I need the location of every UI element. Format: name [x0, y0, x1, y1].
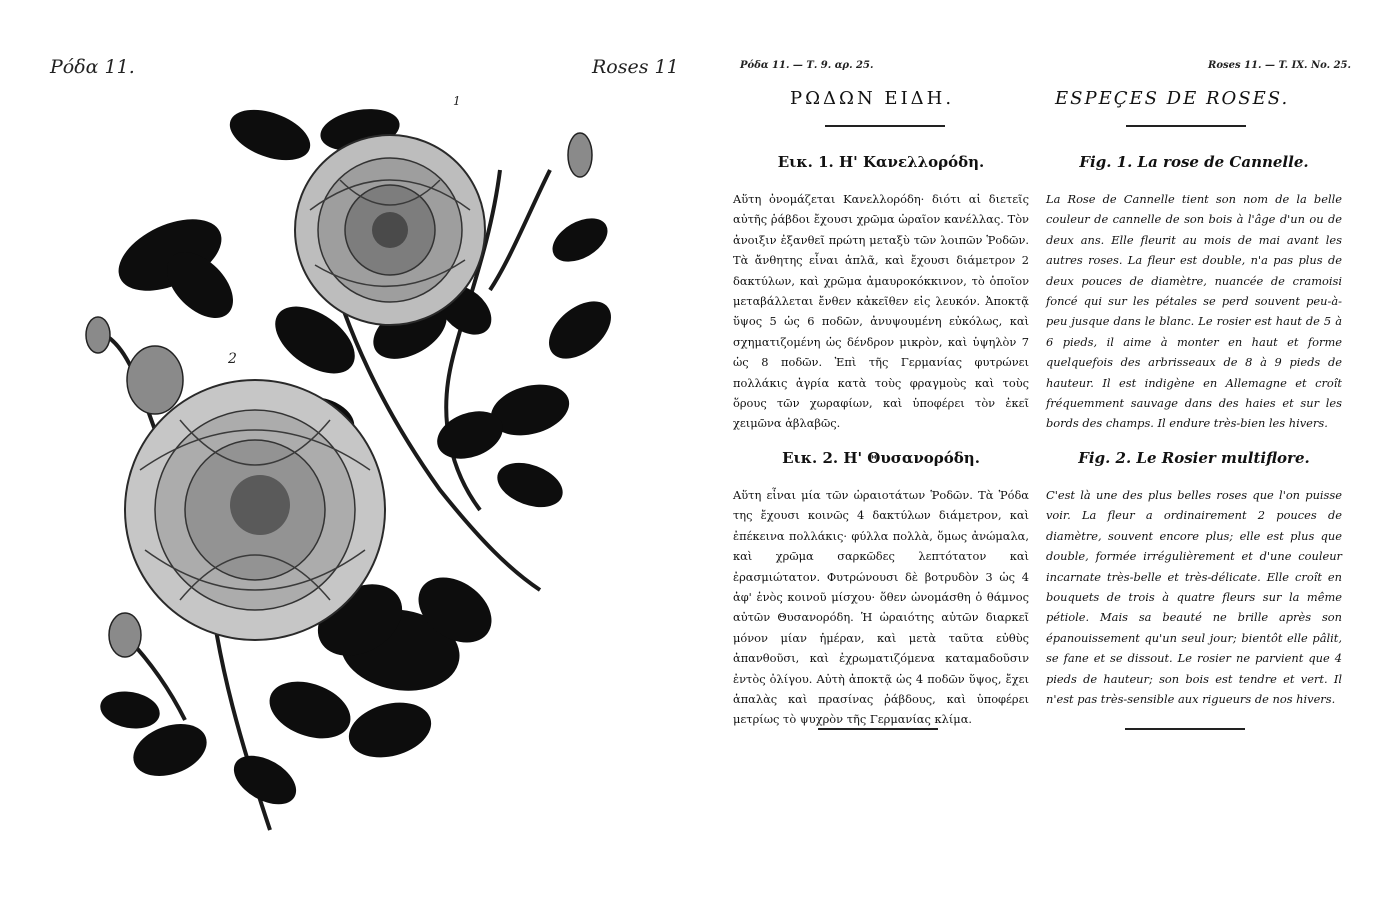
french-fig1-heading: Fig. 1. La rose de Cannelle.: [1079, 153, 1309, 171]
rose-flower-2: [125, 380, 385, 640]
text-page: [700, 0, 1391, 904]
french-fig2-heading: Fig. 2. Le Rosier multiflore.: [1078, 449, 1310, 467]
title-greek: ΡΩΔΩΝ ΕΙΔΗ.: [790, 88, 955, 109]
ornament-rule: [818, 728, 938, 730]
handwritten-page-label-french: Roses 11: [592, 56, 679, 78]
french-fig2-text: C'est là une des plus belles roses que l'on puisse voir. La fleur a ordinairement 2 pouces de diamètre, souvent encore plus; elle est plus que double, formée irrégulièrement et d'une couleur incarnate très-belle et très-délicate. Elle croît en bouquets de trois à quatre fleurs sur la même pétiole. Mais sa beauté ne brille après son épanouissement qu'un seul jour; bientôt elle pâlit, se fane et se dissout. Le rosier ne parvient que 4 pieds de hauteur; son bois est tendre et vert. Il n'est pas très-sensible aux rigueurs de nos hivers.: [1046, 488, 1342, 707]
french-section-fig2: [1046, 448, 1342, 709]
ornament-rule: [1125, 728, 1245, 730]
plate-number-1: 1: [453, 94, 461, 108]
handwritten-page-label-greek: Ρόδα 11.: [50, 56, 135, 78]
greek-fig2-heading: Εικ. 2. Η' Θυσανορόδη.: [782, 449, 980, 467]
ornament-rule: [1126, 125, 1246, 127]
greek-fig1-heading: Εικ. 1. Η' Κανελλορόδη.: [777, 153, 985, 171]
greek-fig2-text: Αὕτη εἶναι μία τῶν ὡραιοτάτων Ῥοδῶν. Τὰ Ῥόδα της ἔχουσι κοινῶς 4 δακτύλων διάμετρον, καὶ ἐπέκεινα πολλάκις· φύλλα πολλὰ, ὅμως ἀνώμαλα, καὶ χρῶμα σαρκῶδες λεπτότατον καὶ ἐρασμιώτατον. Φυτρώνουσι δὲ βοτρυδὸν 3 ὡς 4 ἀφ' ἑνὸς κοινοῦ μίσχου· ὅθεν ὠνομάσθη ὁ θάμνος αὐτῶν Θυσανορόδη. Ἡ ὡραιότης αὐτῶν διαρκεῖ μόνον μίαν ἡμέραν, καὶ μετὰ ταῦτα εὐθὺς ἀπανθοῦσι, καὶ ἐχρωματιζόμενα καταμαδοῦσιν ἐντὸς ὀλίγου. Αὐτὴ ἀποκτᾷ ὡς 4 ποδῶν ὕψος, ἔχει ἁπαλὰς καὶ πρασίνας ῥάβδους, καὶ ὑποφέρει μετρίως τὸ ψυχρὸν τῆς Γερμανίας κλίμα.: [733, 488, 1029, 727]
rose-illustration: [60, 90, 660, 850]
greek-section-fig1: [733, 152, 1029, 434]
rose-flower-1: [295, 135, 485, 325]
greek-fig1-text: Αὕτη ὀνομάζεται Κανελλορόδη· διότι αἱ διετεῖς αὐτῆς ῥάβδοι ἔχουσι χρῶμα ὡραῖον κανέλλας. Τὸν ἀνοιξιν ἐξανθεῖ πρώτη μεταξὺ τῶν λοιπῶν Ῥοδῶν. Τὰ ἄνθητης εἶναι ἁπλᾶ, καὶ ἔχουσι διάμετρον 2 δακτύλων, καὶ χρῶμα ἀμαυροκόκκινον, τὸ ὁποῖον μεταβάλλεται ἔνθεν κἀκεῖθεν εἰς λευκόν. Ἀποκτᾷ ὕψος 5 ὡς 6 ποδῶν, ἀνυψουμένη εὐκόλως, καὶ σχηματιζομένη ὡς δένδρον μικρὸν, καὶ ὑψηλὸν 7 ὡς 8 ποδῶν. Ἐπὶ τῆς Γερμανίας φυτρώνει πολλάκις ἀγρία κατὰ τοὺς φραγμοὺς καὶ τοὺς ὅρους τῶν χωραφίων, καὶ ὑποφέρει τὸν ἐκεῖ χειμῶνα ἀβλαβῶς.: [733, 192, 1029, 431]
greek-section-fig2: [733, 448, 1029, 730]
title-french: ESPEÇES DE ROSES.: [1055, 88, 1290, 109]
french-section-fig1: [1046, 152, 1342, 434]
running-head-greek: Ρόδα 11. — Τ. 9. αρ. 25.: [740, 60, 874, 71]
ornament-rule: [825, 125, 945, 127]
french-fig1-text: La Rose de Cannelle tient son nom de la belle couleur de cannelle de son bois à l'âge d'un ou de deux ans. Elle fleurit au mois de mai avant les autres roses. La fleur est double, n'a pas plus de deux pouces de diamètre, nuancée de cramoisi foncé qui sur les pétales se perd souvent peu-à-peu jusque dans le blanc. Le rosier est haut de 5 à 6 pieds, il aime à monter en haut et forme quelquefois des arbrisseaux de 8 à 9 pieds de hauteur. Il est indigène en Allemagne et croît fréquemment sauvage dans des haies et sur les bords des champs. Il endure très-bien les hivers.: [1046, 192, 1342, 431]
running-head-french: Roses 11. — T. IX. No. 25.: [1208, 60, 1351, 71]
plate-number-2: 2: [228, 351, 237, 367]
